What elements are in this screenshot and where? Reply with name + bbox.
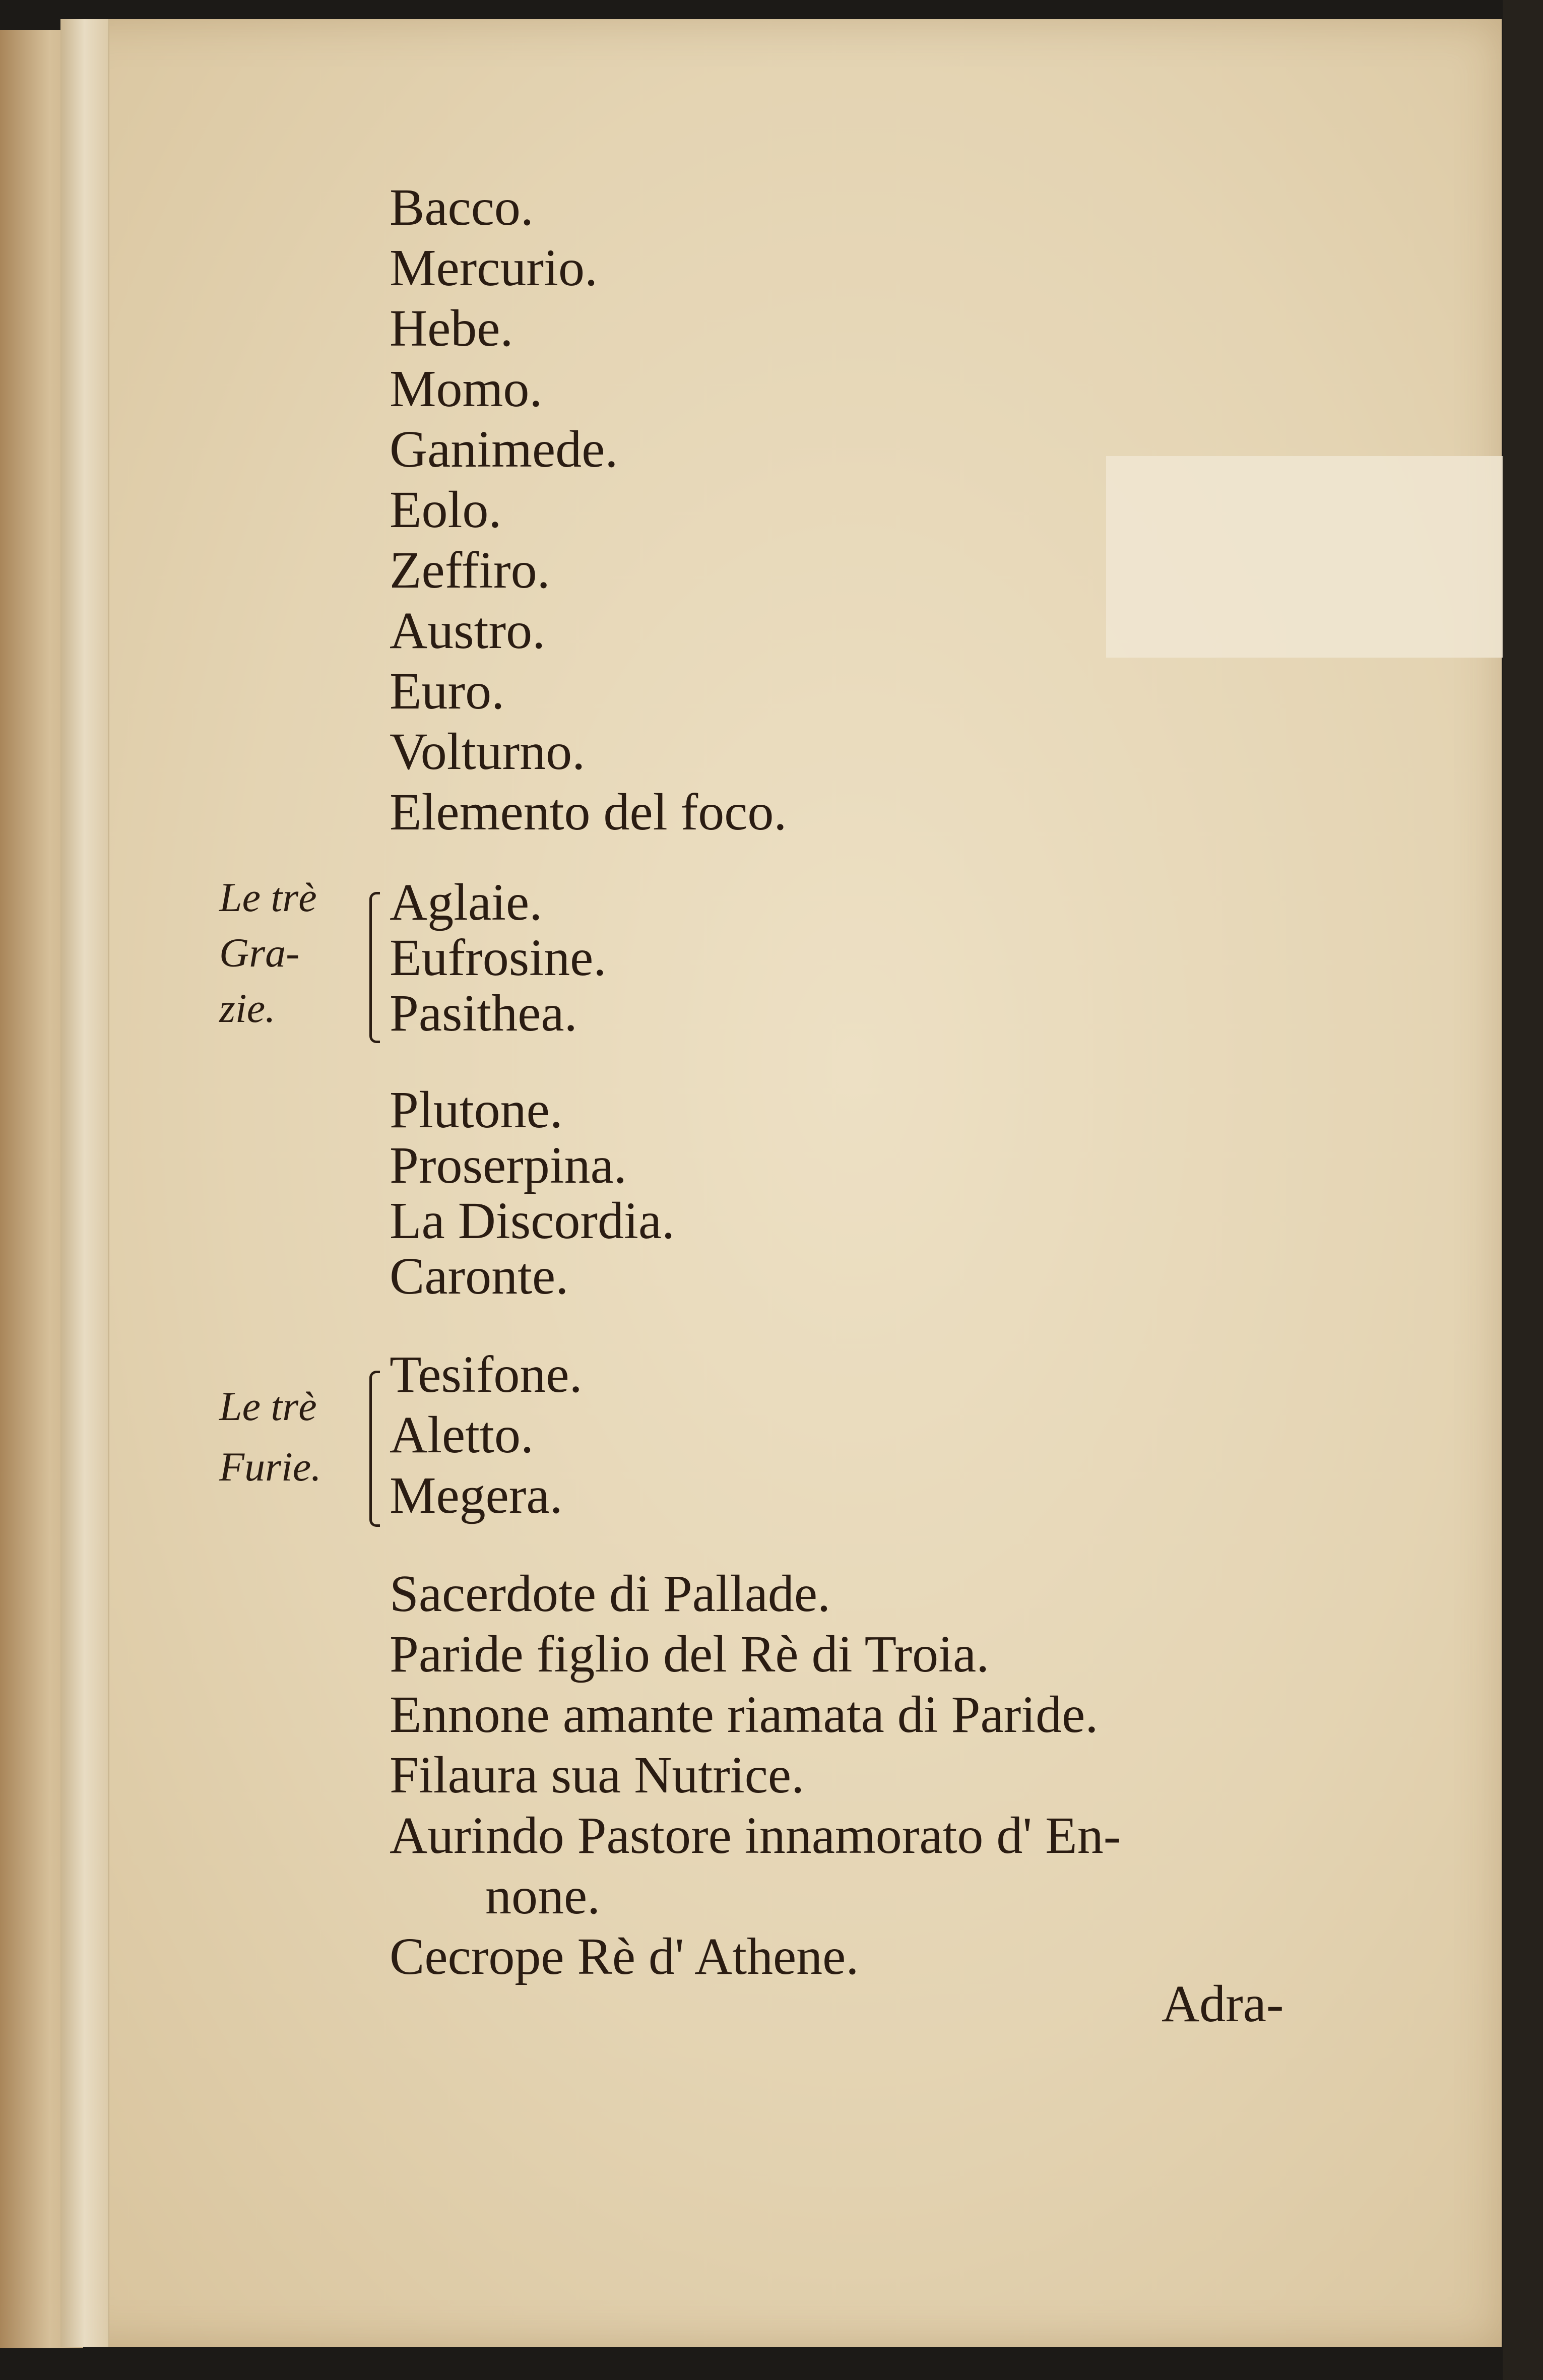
character-name-continuation: none.: [485, 1867, 601, 1925]
grazie-label: Le trè: [219, 874, 317, 920]
character-name: Volturno.: [390, 723, 586, 781]
character-name: Proserpina.: [390, 1136, 627, 1194]
book-page: [60, 19, 1502, 2347]
character-name: Tesifone.: [390, 1345, 583, 1403]
furie-label: Le trè: [219, 1383, 317, 1429]
character-name: Plutone.: [390, 1081, 563, 1139]
catchword: Adra-: [1162, 1975, 1284, 2033]
character-name: Ganimede.: [390, 420, 618, 478]
grazie-label: zie.: [219, 985, 276, 1031]
character-name: Euro.: [390, 662, 505, 720]
character-name: Aglaie.: [390, 873, 543, 931]
page-gutter: [60, 19, 109, 2347]
character-name: Ennone amante riamata di Paride.: [390, 1686, 1099, 1744]
character-name: Paride figlio del Rè di Troia.: [390, 1625, 990, 1683]
furie-label: Furie.: [219, 1444, 322, 1490]
character-name: Aletto.: [390, 1406, 534, 1464]
character-name: Sacerdote di Pallade.: [390, 1565, 831, 1623]
character-name: Momo.: [390, 360, 543, 418]
character-name: Aurindo Pastore innamorato d' En-: [390, 1807, 1121, 1864]
grazie-brace: [369, 892, 380, 1043]
character-name: Hebe.: [390, 299, 513, 357]
grazie-label: Gra-: [219, 930, 300, 976]
character-name: Zeffiro.: [390, 541, 550, 599]
character-name: Megera.: [390, 1466, 563, 1524]
character-name: Eufrosine.: [390, 929, 607, 987]
character-name: Austro.: [390, 602, 546, 660]
character-name: La Discordia.: [390, 1192, 675, 1250]
character-name: Eolo.: [390, 481, 502, 539]
character-name: Elemento del foco.: [390, 783, 787, 841]
character-name: Mercurio.: [390, 239, 598, 297]
character-name: Filaura sua Nutrice.: [390, 1746, 805, 1804]
scan-background: [1503, 0, 1543, 2380]
paper-repair-patch: [1106, 456, 1524, 658]
character-name: Pasithea.: [390, 984, 577, 1042]
character-name: Cecrope Rè d' Athene.: [390, 1927, 859, 1985]
character-name: Caronte.: [390, 1247, 569, 1305]
furie-brace: [369, 1371, 380, 1527]
character-name: Bacco.: [390, 178, 534, 236]
